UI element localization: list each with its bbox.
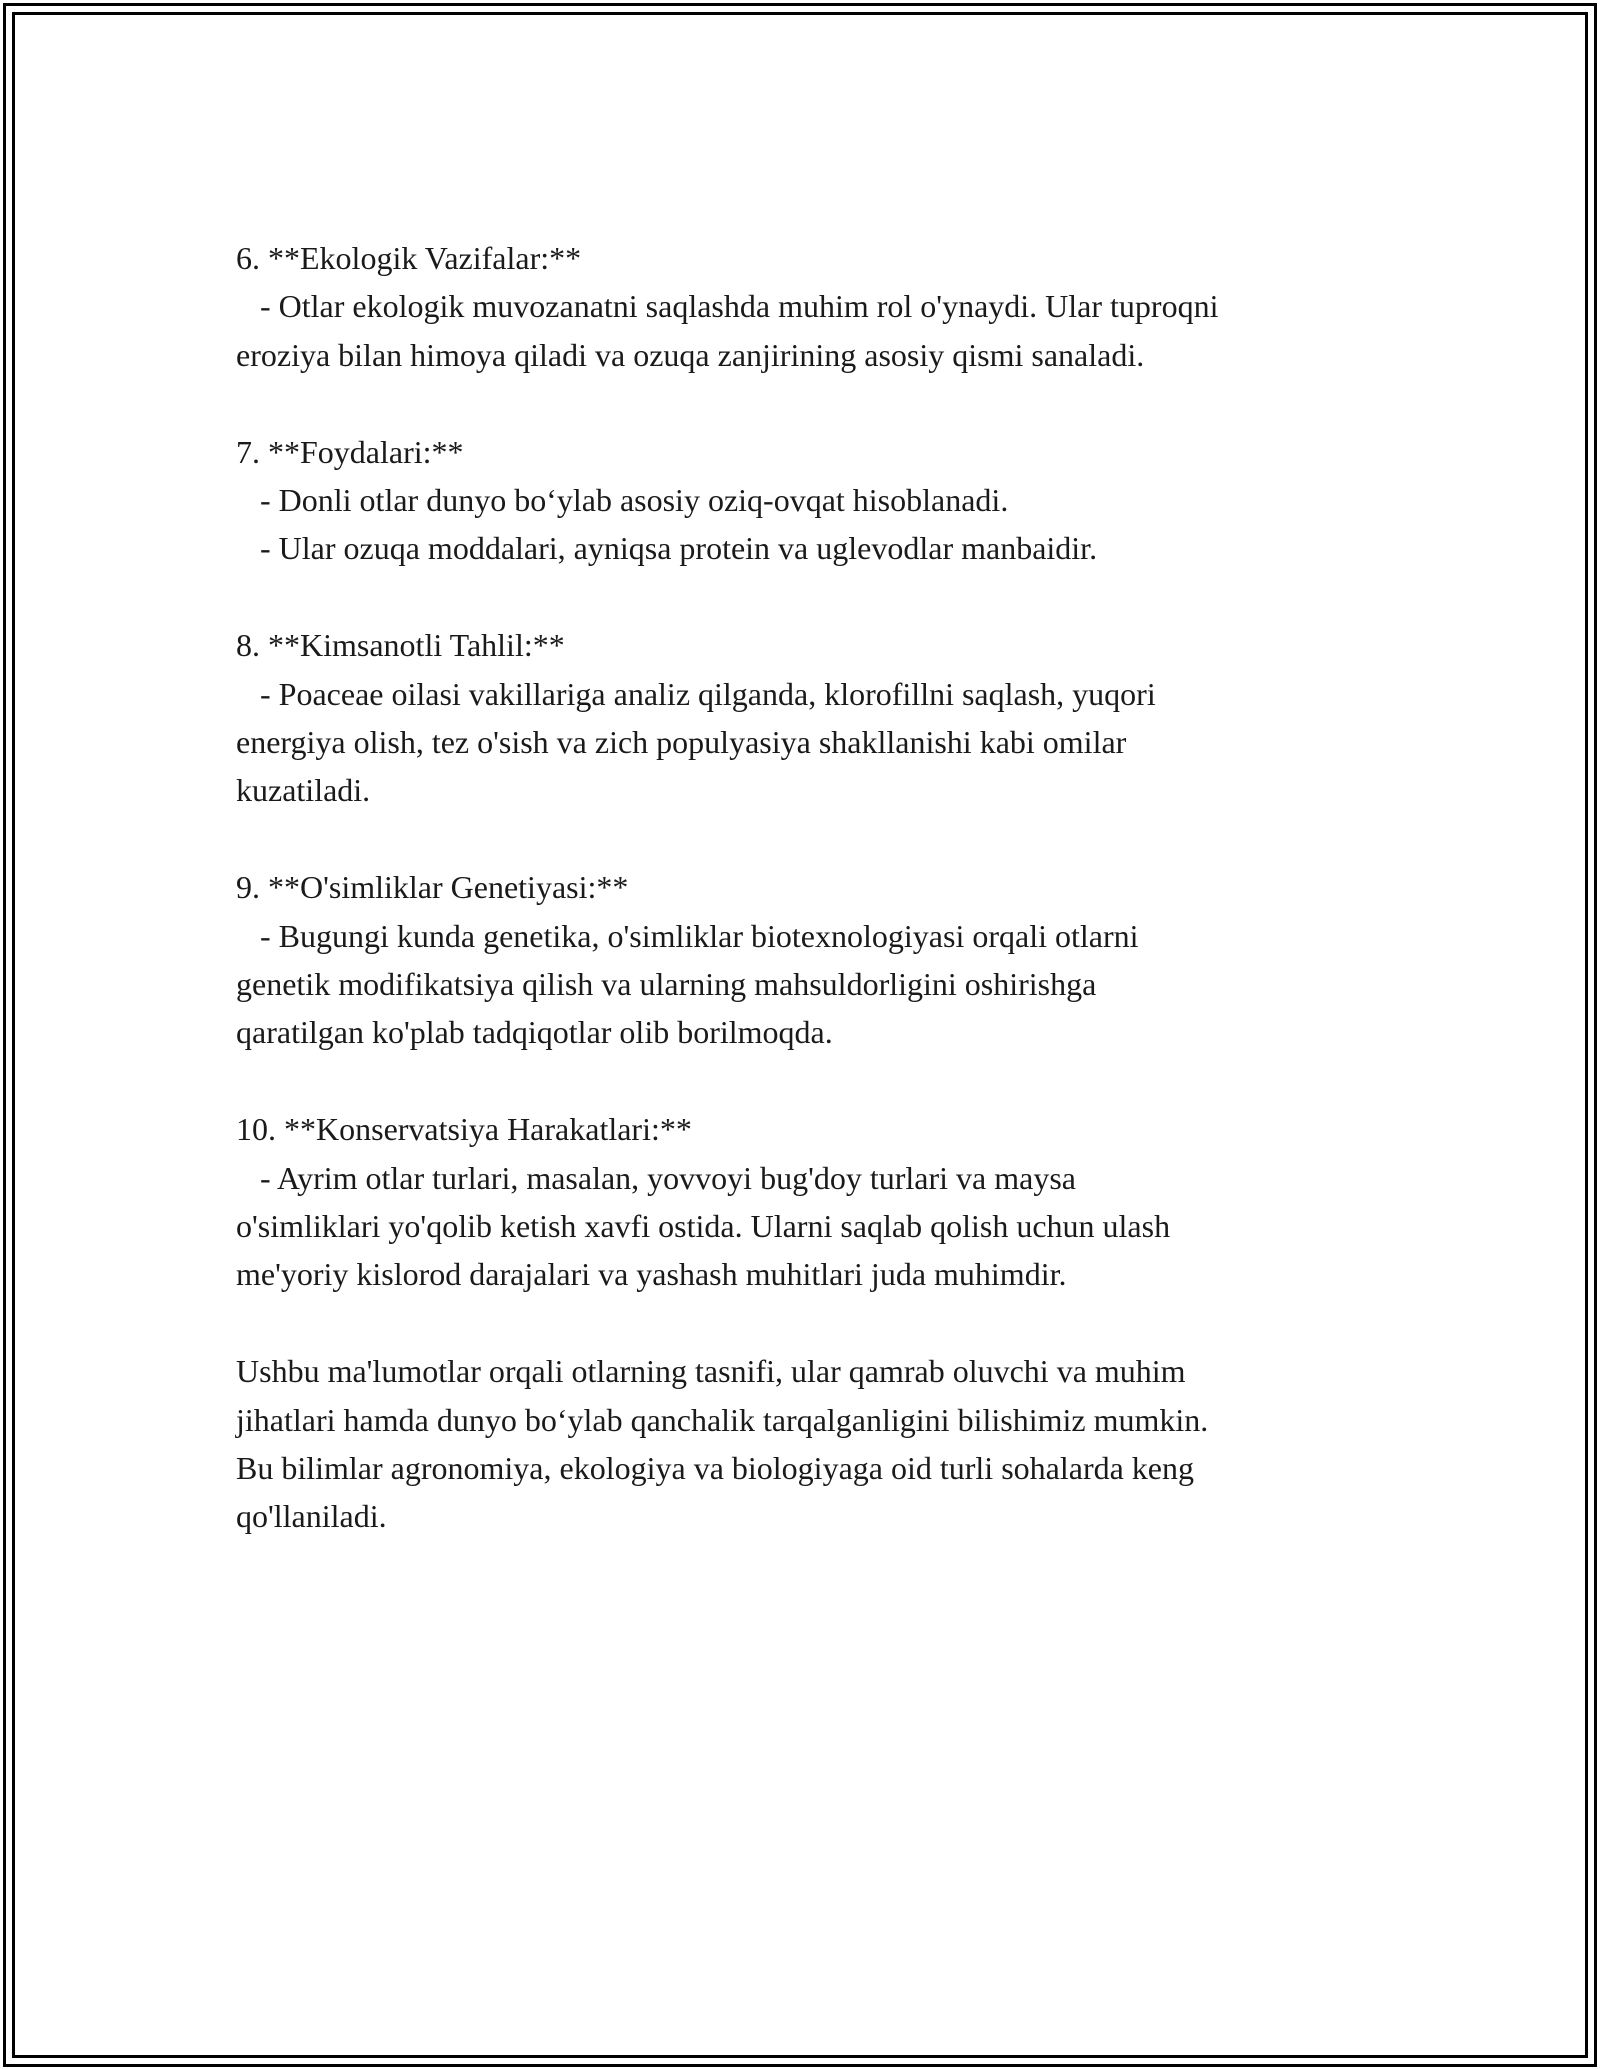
section-item: - Poaceae oilasi vakillariga analiz qilganda, klorofillni saqlash, yuqori energiya olish, tez o'sish va zich populyasiya shakllanishi kabi omilar kuzatiladi. (236, 675, 1156, 809)
section-item: - Bugungi kunda genetika, o'simliklar biotexnologiyasi orqali otlarni genetik modifikatsiya qilish va ularning mahsuldorligini oshirishga qaratilgan ko'plab tadqiqotlar olib borilmoqda. (236, 917, 1139, 1051)
section-plant-genetics (236, 863, 1396, 1057)
section-heading: 9. **O'simliklar Genetiyasi:** (236, 869, 629, 906)
section-item: - Donli otlar dunyo bo‘ylab asosiy oziq-ovqat hisoblanadi. (236, 482, 1009, 519)
section-analysis (236, 621, 1396, 815)
section-conservation (236, 1105, 1396, 1299)
section-item: - Otlar ekologik muvozanatni saqlashda muhim rol o'ynaydi. Ular tuproqni eroziya bilan himoya qiladi va ozuqa zanjirining asosiy qismi sanaladi. (236, 288, 1219, 373)
section-heading: 8. **Kimsanotli Tahlil:** (236, 627, 565, 664)
section-benefits (236, 428, 1396, 573)
conclusion-paragraph: Ushbu ma'lumotlar orqali otlarning tasnifi, ular qamrab oluvchi va muhim jihatlari hamda dunyo bo‘ylab qanchalik tarqalganligini bilishimiz mumkin. Bu bilimlar agronomiya, ekologiya va biologiyaga oid turli sohalarda keng qo'llaniladi. (236, 1353, 1209, 1535)
section-heading: 6. **Ekologik Vazifalar:** (236, 240, 582, 276)
document-body (236, 234, 1396, 1541)
section-heading: 10. **Konservatsiya Harakatlari:** (236, 1111, 692, 1148)
section-ecological-functions (236, 234, 1396, 379)
section-heading: 7. **Foydalari:** (236, 433, 464, 470)
section-item: - Ular ozuqa moddalari, ayniqsa protein va uglevodlar manbaidir. (236, 530, 1098, 567)
section-item: - Ayrim otlar turlari, masalan, yovvoyi bug'doy turlari va maysa o'simliklari yo'qolib ketish xavfi ostida. Ularni saqlab qolish uchun ulash me'yoriy kislorod darajalari va yashash muhitlari juda muhimdir. (236, 1159, 1171, 1293)
